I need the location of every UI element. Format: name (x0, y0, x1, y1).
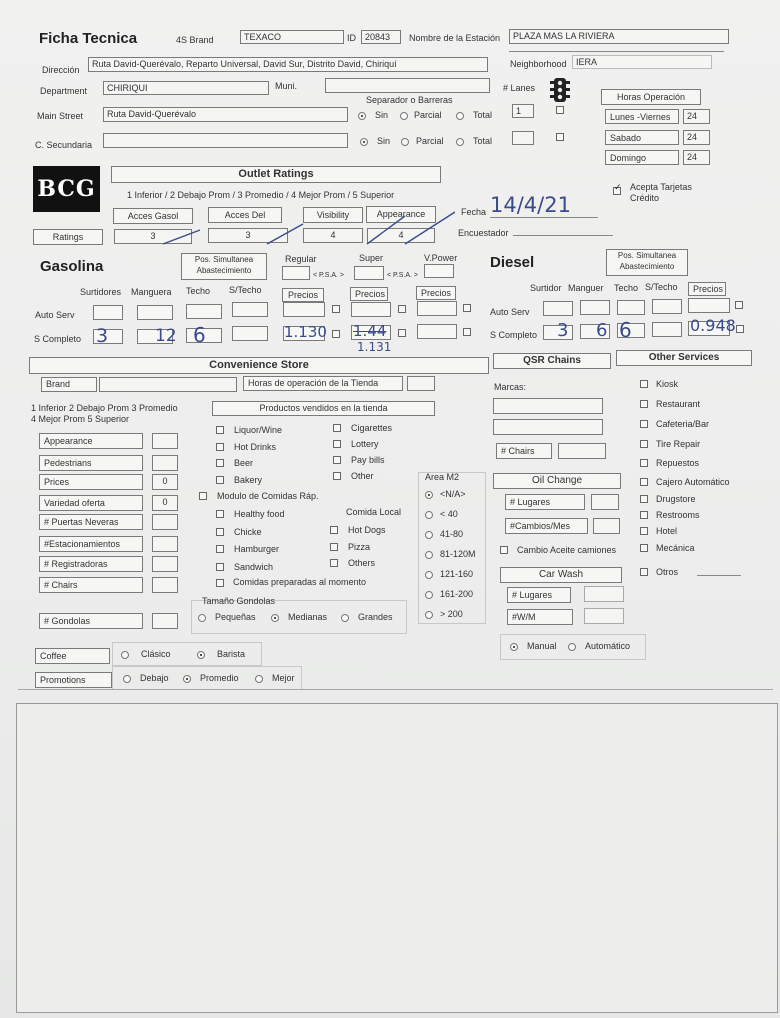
col-techo: Techo (186, 286, 211, 296)
neighborhood-field[interactable]: IERA (572, 55, 712, 69)
metric-field-variedad-oferta[interactable]: 0 (152, 495, 178, 511)
metric-label-puertas-neveras: # Puertas Neveras (39, 514, 143, 530)
service-label-cafeteria-bar: Cafeteria/Bar (656, 419, 710, 429)
barrier-total-radio[interactable] (456, 112, 464, 120)
price-super-crossed: 1.44 (353, 322, 387, 340)
col-stecho: S/Techo (229, 285, 262, 295)
area-option-200: > 200 (440, 609, 463, 619)
barrier2-total-radio[interactable] (456, 138, 464, 146)
outlet-ratings-title: Outlet Ratings (111, 166, 441, 183)
barrier-sin-radio[interactable] (358, 112, 366, 120)
food-label-others: Others (348, 558, 376, 568)
acces-gasol-label: Acces Gasol (113, 208, 193, 224)
service-checkbox-otros[interactable] (640, 568, 648, 576)
coffee-label-cl-sico: Clásico (141, 649, 171, 659)
products-title: Productos vendidos en la tienda (212, 401, 435, 416)
s-completo-check-vpower[interactable] (463, 328, 471, 336)
service-label-hotel: Hotel (656, 526, 678, 536)
s-completo-price-vpower-box[interactable] (417, 324, 457, 339)
promotions-radio-debajo[interactable] (123, 675, 131, 683)
diesel-col-manguer: Manguer (568, 283, 604, 293)
store-scale-line1: 1 Inferior 2 Debajo Prom 3 Promedio (31, 403, 178, 413)
area-radio-41-80[interactable] (425, 531, 433, 539)
gasolina-pos-simultanea: Pos. Simultanea Abastecimiento (181, 253, 267, 280)
gondola-size-label-medianas: Medianas (288, 612, 328, 622)
service-label-repuestos: Repuestos (656, 458, 700, 468)
diesel-techo-value: 6 (619, 318, 632, 342)
convenience-store-title: Convenience Store (29, 357, 489, 374)
diesel-auto-serv-techo[interactable] (617, 300, 645, 315)
coffee-label: Coffee (35, 648, 110, 664)
service-checkbox-restaurant[interactable] (640, 400, 648, 408)
promotions-label-mejor: Mejor (272, 673, 295, 683)
product-label-other: Other (351, 471, 374, 481)
comida-local-label: Comida Local (346, 507, 402, 517)
acces-del-label: Acces Del (208, 207, 282, 223)
coffee-label-barista: Barista (217, 649, 246, 659)
product-checkbox-cigarettes[interactable] (333, 424, 341, 432)
metric-label-gondolas: # Gondolas (39, 613, 143, 629)
notes-divider (18, 689, 773, 690)
ratings-label: Ratings (33, 229, 103, 245)
department-label: Department (40, 86, 88, 96)
car-wash-title: Car Wash (500, 567, 622, 583)
metric-label-variedad-oferta: Variedad oferta (39, 495, 143, 511)
brand-label: 4S Brand (176, 35, 214, 45)
rating-acces-del-field[interactable]: 3 (208, 228, 288, 243)
product-label-lottery: Lottery (351, 439, 379, 449)
area-option-161-200: 161-200 (440, 589, 474, 599)
oil-cambios-label: #Cambios/Mes (505, 518, 588, 534)
product-checkbox-pay-bills[interactable] (333, 456, 341, 464)
saturday-label: Sabado (605, 130, 679, 145)
barrier-sin-label: Sin (375, 110, 389, 120)
auto-serv-check-regular[interactable] (332, 305, 340, 313)
diesel-s-completo-label: S Completo (490, 330, 538, 340)
promotions-label: Promotions (35, 672, 112, 688)
area-option-n-a: <N/A> (440, 489, 466, 499)
col-surtidores: Surtidores (80, 287, 122, 297)
notes-area[interactable] (16, 703, 778, 1013)
service-label-restrooms: Restrooms (656, 510, 700, 520)
food-checkbox-chicke[interactable] (216, 528, 224, 536)
car-wash-lugares-field[interactable] (584, 586, 624, 602)
appearance-label: Appearance (366, 206, 436, 223)
page-title: Ficha Tecnica (39, 30, 138, 47)
auto-serv-label: Auto Serv (35, 310, 75, 320)
barrier2-sin-label: Sin (377, 136, 391, 146)
s-completo-manguera-value: 12 (155, 326, 177, 346)
s-completo-stecho-box[interactable] (232, 326, 268, 341)
oil-cambios-field[interactable] (593, 518, 620, 534)
encuestador-line (513, 235, 613, 236)
barrier-parcial-radio[interactable] (400, 112, 408, 120)
precios-super-label: Precios (350, 287, 388, 301)
food-label-pizza: Pizza (348, 541, 371, 552)
area-radio-81-120m[interactable] (425, 551, 433, 559)
coffee-radio-cl-sico[interactable] (121, 651, 129, 659)
price-super-value: 1.131 (357, 340, 392, 354)
product-label-cigarettes: Cigarettes (351, 423, 393, 433)
auto-serv-check-vpower[interactable] (463, 304, 471, 312)
fecha-label: Fecha (461, 207, 487, 217)
barrier2-total-label: Total (473, 136, 493, 146)
service-label-otros: Otros (656, 567, 679, 577)
product-checkbox-liquor-wine[interactable] (216, 426, 224, 434)
rating-appearance-field[interactable]: 4 (367, 228, 435, 243)
fecha-line (490, 217, 598, 218)
main-street-field[interactable]: Ruta David-Querévalo (103, 107, 348, 122)
food-checkbox-others[interactable] (330, 559, 338, 567)
gondola-size-label-grandes: Grandes (358, 612, 393, 622)
comidas-preparadas-label: Comidas preparadas al momento (233, 577, 367, 587)
store-scale-line2: 4 Mejor Prom 5 Superior (31, 414, 130, 424)
price-regular-value: 1.130 (284, 323, 327, 341)
car-wash-lugares-label: # Lugares (507, 587, 571, 603)
service-label-tire-repair: Tire Repair (656, 439, 701, 449)
sunday-hours-field[interactable]: 24 (683, 150, 710, 165)
diesel-col-surtidor: Surtidor (530, 283, 562, 293)
diesel-auto-serv-manguer[interactable] (580, 300, 610, 315)
id-label: ID (347, 33, 356, 43)
address-field[interactable]: Ruta David-Querévalo, Reparto Universal, David Sur, Distrito David, Chiriquí (88, 57, 488, 72)
diesel-title: Diesel (490, 254, 535, 271)
service-checkbox-kiosk[interactable] (640, 380, 648, 388)
divider (509, 51, 724, 52)
super-label: Super (359, 253, 384, 263)
product-checkbox-bakery[interactable] (216, 476, 224, 484)
wm-field[interactable] (584, 608, 624, 624)
service-checkbox-mec-nica[interactable] (640, 544, 648, 552)
oil-lugares-field[interactable] (591, 494, 619, 510)
s-completo-check-super[interactable] (398, 329, 406, 337)
service-checkbox-repuestos[interactable] (640, 459, 648, 467)
automatico-label: Automático (585, 641, 631, 651)
manual-radio[interactable] (510, 643, 518, 651)
food-label-sandwich: Sandwich (234, 561, 274, 572)
s-completo-techo-value: 6 (193, 323, 206, 347)
area-option-81-120m: 81-120M (440, 549, 476, 559)
diesel-manguer-value: 6 (596, 320, 608, 341)
product-label-beer: Beer (234, 458, 254, 468)
comidas-preparadas-checkbox[interactable] (216, 579, 224, 587)
address-label: Dirección (42, 65, 80, 75)
metric-label-pedestrians: Pedestrians (39, 455, 143, 471)
other-services-title: Other Services (616, 350, 752, 366)
psa-label-2: < P.S.A. > (387, 272, 419, 279)
food-checkbox-hot-dogs[interactable] (330, 526, 338, 534)
lanes-field[interactable]: 1 (512, 104, 534, 118)
diesel-col-techo: Techo (614, 283, 639, 293)
area-radio-n-a[interactable] (425, 491, 433, 499)
encuestador-label: Encuestador (458, 228, 509, 238)
main-street-label: Main Street (37, 111, 84, 121)
promotions-label-promedio: Promedio (200, 673, 239, 683)
diesel-col-stecho: S/Techo (645, 282, 678, 292)
food-label-hamburger: Hamburger (234, 544, 280, 554)
metric-field-appearance[interactable] (152, 433, 178, 449)
marcas-field-2[interactable] (493, 419, 603, 435)
wm-label: #W/M (507, 609, 573, 625)
promotions-label-debajo: Debajo (140, 673, 169, 683)
muni-label: Muni. (275, 81, 298, 91)
area-radio-40[interactable] (425, 511, 433, 519)
automatico-radio[interactable] (568, 643, 576, 651)
metric-field-puertas-neveras[interactable] (152, 514, 178, 530)
product-label-pay-bills: Pay bills (351, 455, 385, 465)
diesel-auto-serv-label: Auto Serv (490, 307, 530, 317)
brand-field[interactable]: TEXACO (240, 30, 344, 44)
modulo-label: Modulo de Comidas Ráp. (217, 491, 319, 501)
store-hours-field[interactable] (407, 376, 435, 391)
food-checkbox-sandwich[interactable] (216, 563, 224, 571)
metric-field-registradoras[interactable] (152, 556, 178, 572)
service-label-restaurant: Restaurant (656, 399, 701, 409)
auto-serv-surtidores[interactable] (93, 305, 123, 320)
id-field[interactable]: 20843 (361, 30, 401, 44)
food-label-hot-dogs: Hot Dogs (348, 525, 386, 535)
qsr-title: QSR Chains (493, 353, 611, 369)
weekdays-label: Lunes -Viernes (605, 109, 679, 124)
saturday-hours-field[interactable]: 24 (683, 130, 710, 145)
muni-field[interactable] (325, 78, 490, 93)
auto-serv-price-vpower[interactable] (417, 301, 457, 316)
station-name-field[interactable]: PLAZA MAS LA RIVIERA (509, 29, 729, 44)
area-radio-200[interactable] (425, 611, 433, 619)
traffic-light-icon (549, 77, 571, 103)
product-checkbox-hot-drinks[interactable] (216, 443, 224, 451)
lanes-checkbox[interactable] (556, 106, 564, 114)
product-label-liquor-wine: Liquor/Wine (234, 425, 283, 435)
service-label-drugstore: Drugstore (656, 494, 696, 504)
auto-serv-manguera[interactable] (137, 305, 173, 320)
psa-label-1: < P.S.A. > (313, 272, 345, 279)
diesel-auto-serv-surtidor[interactable] (543, 301, 573, 316)
diesel-precios-label: Precios (688, 282, 726, 296)
lanes-label: # Lanes (503, 83, 536, 93)
manual-label: Manual (527, 641, 557, 651)
fecha-handwritten: 14/4/21 (490, 193, 571, 217)
s-completo-surtidores-value: 3 (96, 325, 109, 347)
gasolina-title: Gasolina (40, 258, 104, 275)
marcas-label: Marcas: (494, 382, 527, 392)
food-checkbox-pizza[interactable] (330, 543, 338, 551)
gondolas-size-label: Tamaño Gondolas (202, 596, 276, 606)
food-label-healthy-food: Healthy food (234, 509, 285, 519)
gondola-size-radio-peque-as[interactable] (198, 614, 206, 622)
service-label-cajero-autom-tico: Cajero Automático (656, 477, 730, 487)
cambio-camiones-label: Cambio Aceite camiones (517, 545, 617, 555)
auto-serv-techo[interactable] (186, 304, 222, 319)
service-label-kiosk: Kiosk (656, 379, 679, 389)
rating-acces-gasol-field[interactable]: 3 (114, 229, 192, 244)
station-name-label: Nombre de la Estación (409, 33, 501, 43)
visibility-label: Visibility (303, 207, 363, 223)
metric-field-chairs[interactable] (152, 577, 178, 593)
qsr-chairs-field[interactable] (558, 443, 606, 459)
barrier2-sin-radio[interactable] (360, 138, 368, 146)
diesel-auto-serv-stecho[interactable] (652, 299, 682, 314)
barrier-parcial-label: Parcial (414, 110, 442, 120)
auto-serv-price-super[interactable] (351, 302, 391, 317)
store-hours-label: Horas de operación de la Tienda (243, 376, 403, 391)
metric-field-prices[interactable]: 0 (152, 474, 178, 490)
store-brand-label: Brand (41, 377, 97, 392)
food-checkbox-healthy-food[interactable] (216, 510, 224, 518)
precios-regular-label: Precios (282, 288, 324, 302)
area-option-40: < 40 (440, 509, 458, 519)
barrier2-parcial-radio[interactable] (401, 138, 409, 146)
hours-title: Horas Operación (601, 89, 701, 105)
s-completo-label: S Completo (34, 334, 82, 344)
marcas-field-1[interactable] (493, 398, 603, 414)
department-field[interactable]: CHIRIQUI (103, 81, 269, 95)
gondola-size-label-peque-as: Pequeñas (215, 612, 256, 622)
service-label-mec-nica: Mecánica (656, 543, 695, 553)
area-option-121-160: 121-160 (440, 569, 474, 579)
modulo-checkbox[interactable] (199, 492, 207, 500)
coffee-radio-barista[interactable] (197, 651, 205, 659)
barrier-total-label: Total (473, 110, 493, 120)
accept-cards-label: Acepta Tarjetas Crédito (630, 182, 692, 203)
diesel-pos-simultanea: Pos. Simultanea Abastecimiento (606, 249, 688, 276)
promotions-radio-promedio[interactable] (183, 675, 191, 683)
product-label-hot-drinks: Hot Drinks (234, 441, 277, 452)
service-checkbox-cafeteria-bar[interactable] (640, 420, 648, 428)
auto-serv-price-regular[interactable] (283, 302, 325, 317)
bcg-logo: BCG (33, 166, 100, 212)
neighborhood-label: Neighborhood (510, 59, 567, 69)
oil-lugares-label: # Lugares (505, 494, 585, 510)
cambio-camiones-checkbox[interactable] (500, 546, 508, 554)
secondary-street-field[interactable] (103, 133, 348, 148)
s-completo-check-regular[interactable] (332, 330, 340, 338)
service-checkbox-restrooms[interactable] (640, 511, 648, 519)
metric-label-registradoras: # Registradoras (39, 556, 143, 572)
auto-serv-check-super[interactable] (398, 305, 406, 313)
diesel-s-completo-stecho-box[interactable] (652, 322, 682, 337)
rating-scale-text: 1 Inferior / 2 Debajo Prom / 3 Promedio / 4 Mejor Prom / 5 Superior (127, 190, 395, 200)
secondary-street-label: C. Secundaria (35, 140, 93, 150)
gondola-size-radio-medianas[interactable] (271, 614, 279, 622)
precios-vpower-label: Precios (416, 286, 456, 300)
oil-change-title: Oil Change (493, 473, 621, 489)
col-manguera: Manguera (131, 287, 172, 297)
super-psa-box[interactable] (354, 266, 384, 280)
auto-serv-stecho[interactable] (232, 302, 268, 317)
area-option-41-80: 41-80 (440, 529, 464, 539)
otros-line (697, 575, 741, 576)
sunday-label: Domingo (605, 150, 679, 165)
metric-field-pedestrians[interactable] (152, 455, 178, 471)
diesel-s-completo-check[interactable] (736, 325, 744, 333)
area-radio-121-160[interactable] (425, 571, 433, 579)
metric-field-estacionamientos[interactable] (152, 536, 178, 552)
vpower-label: V.Power (424, 253, 458, 263)
product-checkbox-beer[interactable] (216, 459, 224, 467)
diesel-auto-serv-check[interactable] (735, 301, 743, 309)
lanes2-field[interactable] (512, 131, 534, 145)
weekdays-hours-field[interactable]: 24 (683, 109, 710, 124)
service-checkbox-cajero-autom-tico[interactable] (640, 478, 648, 486)
gondola-size-radio-grandes[interactable] (341, 614, 349, 622)
metric-label-estacionamientos: #Estacionamientos (39, 536, 143, 552)
metric-label-appearance: Appearance (39, 433, 143, 449)
service-checkbox-drugstore[interactable] (640, 495, 648, 503)
product-checkbox-other[interactable] (333, 472, 341, 480)
area-radio-161-200[interactable] (425, 591, 433, 599)
product-checkbox-lottery[interactable] (333, 440, 341, 448)
service-checkbox-hotel[interactable] (640, 527, 648, 535)
regular-psa-box[interactable] (282, 266, 310, 280)
qsr-chairs-label: # Chairs (496, 443, 552, 459)
vpower-psa-box[interactable] (424, 264, 454, 278)
metric-label-prices: Prices (39, 474, 143, 490)
promotions-radio-mejor[interactable] (255, 675, 263, 683)
diesel-surtidor-value: 3 (557, 320, 569, 341)
lanes2-checkbox[interactable] (556, 133, 564, 141)
rating-visibility-field[interactable]: 4 (303, 228, 363, 243)
product-label-bakery: Bakery (234, 474, 263, 485)
barriers-title: Separador o Barreras (366, 95, 453, 105)
barrier2-parcial-label: Parcial (416, 136, 444, 146)
diesel-auto-serv-price[interactable] (688, 298, 730, 313)
food-checkbox-hamburger[interactable] (216, 545, 224, 553)
store-brand-field[interactable] (99, 377, 237, 392)
regular-label: Regular (285, 254, 317, 264)
diesel-price-value: 0.948 (690, 316, 736, 335)
area-label: Area M2 (425, 472, 460, 482)
metric-field-gondolas[interactable] (152, 613, 178, 629)
metric-label-chairs: # Chairs (39, 577, 143, 593)
rating-pen-strokes (155, 208, 455, 248)
accept-cards-check-mark: ✓ (614, 182, 622, 192)
food-label-chicke: Chicke (234, 526, 262, 537)
service-checkbox-tire-repair[interactable] (640, 440, 648, 448)
